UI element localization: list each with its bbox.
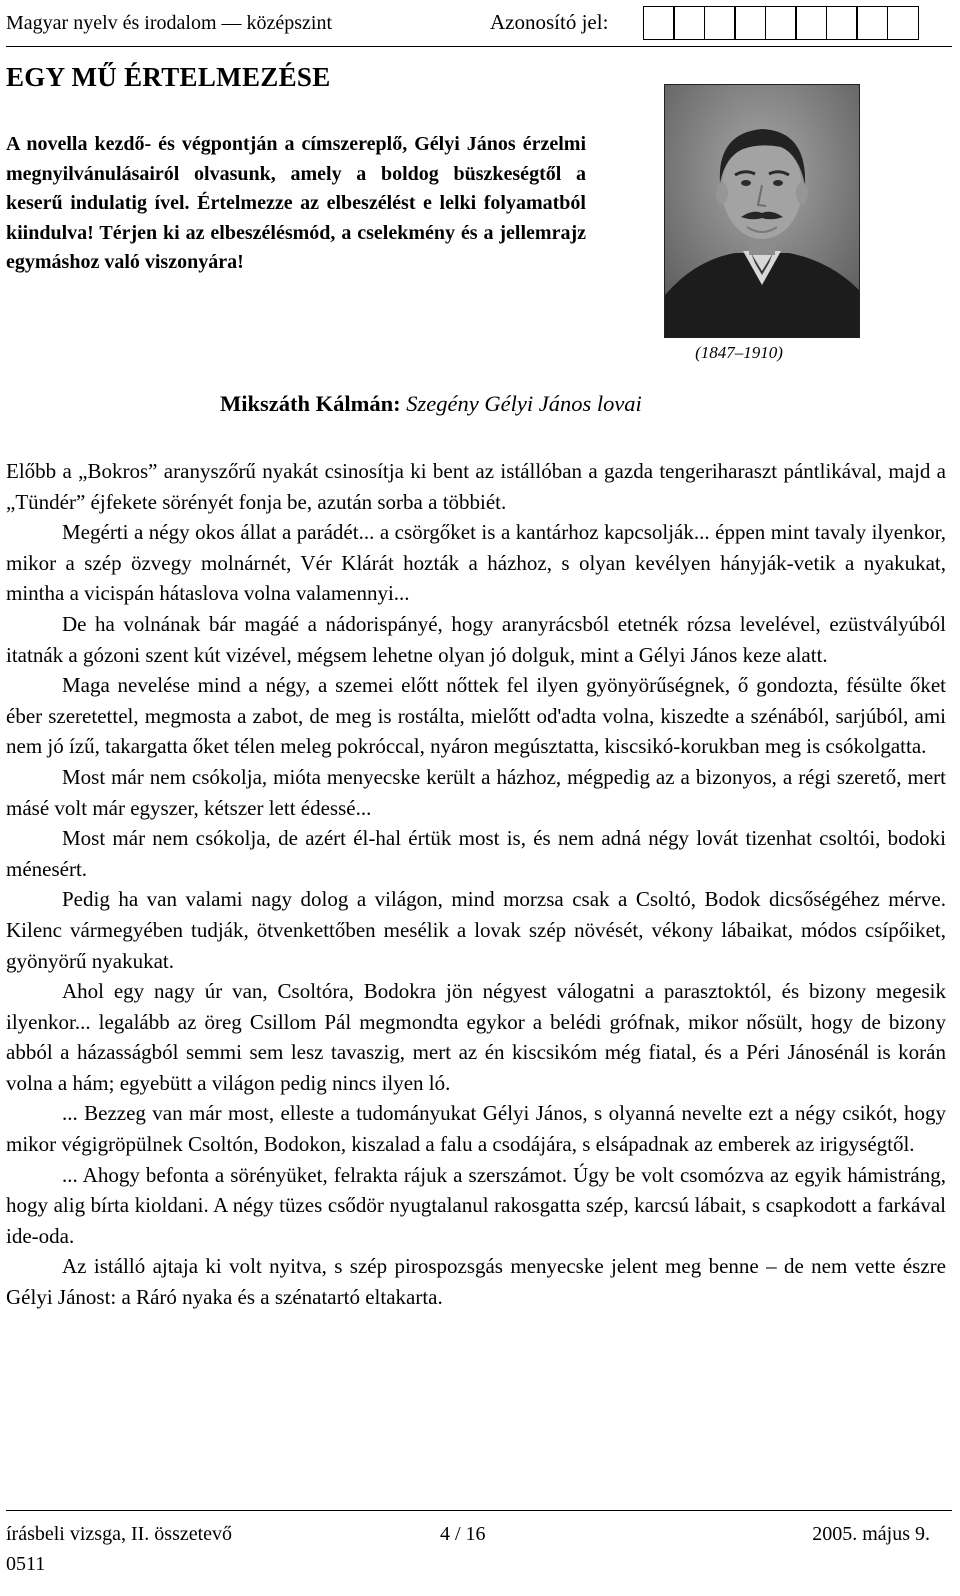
story-paragraph: Megérti a négy okos állat a parádét... a csörgőket is a kantárhoz kapcsolják... éppen mint tavaly ilyenkor, mikor a szép özvegy molnárnét, Vér Klárát hozták a házhoz, s olyan kevélyen hányják-vetik a nyakukat, mintha a vicispán hátaslova volna valamennyi... bbox=[6, 520, 946, 606]
exam-code: 0511 bbox=[6, 1553, 46, 1575]
story-paragraph: Maga nevelése mind a négy, a szemei előtt nőttek fel ilyen gyönyörűségnek, ő gondozta, fésülte őket éber szeretettel, megmosta a zabot, de meg is rostálta, mielőtt od'adta volna, kiszedte a szénából, sarjúból, ami nem jó ízű, takargatta őket télen meleg pokróccal, nyáron megúsztatta, kiscsikó-korukban meg is csókolgatta. bbox=[6, 673, 946, 759]
story-text bbox=[6, 456, 946, 1313]
section-title: EGY MŰ ÉRTELMEZÉSE bbox=[6, 62, 331, 92]
story-paragraph: Most már nem csókolja, mióta menyecske került a házhoz, mégpedig az a bizonyos, a régi szerető, mert másé volt már egyszer, kétszer lett édessé... bbox=[6, 764, 946, 820]
id-input-box[interactable] bbox=[795, 6, 827, 40]
id-input-box[interactable] bbox=[826, 6, 858, 40]
portrait-caption: (1847–1910) bbox=[695, 343, 783, 362]
id-input-box[interactable] bbox=[765, 6, 797, 40]
story-paragraph: Előbb a „Bokros” aranyszőrű nyakát csinosítja ki bent az istállóban a gazda tengeriharaszt pántlikával, majd a „Tündér” éjfekete sörényét fonja be, azután sorba a többiét. bbox=[6, 459, 946, 514]
header-rule bbox=[6, 46, 952, 47]
id-input-box[interactable] bbox=[704, 6, 736, 40]
story-paragraph: Ahol egy nagy úr van, Csoltóra, Bodokra jön négyest válogatni a parasztoktól, és bizony megesik ilyenkor... legalább az öreg Csillom Pál megmondta egykor a belédi grófnak, mikor nősült, hogy de bizony abból a házasságból semmi sem lesz tavaszig, mert az én kiscsikóm még fiatal, és a Péri Jánosénál is korán volna a hám; egyebütt a világon pedig nincs ilyen ló. bbox=[6, 979, 946, 1095]
id-input-box[interactable] bbox=[887, 6, 919, 40]
work-author: Mikszáth Kálmán: bbox=[220, 391, 401, 416]
story-paragraph: ... Bezzeg van már most, elleste a tudományukat Gélyi János, s olyanná nevelte ezt a négy csikót, hogy mikor végigröpülnek Csoltón, Bodokon, kiszalad a falu a csodájára, s elsápadnak az emberek az irigységtől. bbox=[6, 1101, 946, 1157]
id-input-box[interactable] bbox=[734, 6, 766, 40]
page-number: 4 / 16 bbox=[440, 1523, 486, 1545]
footer-rule bbox=[6, 1510, 952, 1511]
author-portrait bbox=[664, 84, 860, 338]
story-paragraph: Az istálló ajtaja ki volt nyitva, s szép pirospozsgás menyecske jelent meg benne – de nem vette észre Gélyi Jánost: a Ráró nyaka és a szénatartó eltakarta. bbox=[6, 1254, 946, 1310]
id-input-box[interactable] bbox=[643, 6, 675, 40]
exam-date: 2005. május 9. bbox=[812, 1523, 930, 1545]
exam-part-label: írásbeli vizsga, II. összetevő bbox=[6, 1523, 233, 1545]
work-title bbox=[220, 391, 642, 417]
id-input-box[interactable] bbox=[856, 6, 888, 40]
task-instructions: A novella kezdő- és végpontján a címszereplő, Gélyi János érzelmi megnyilvánulásairól olvasunk, amely a boldog büszkeségtől a keserű indulatig ível. Értelmezze az elbeszélést e lelki folyamatból kiindulva! Térjen ki az elbeszélésmód, a cselekmény és a jellemrajz egymáshoz való viszonyára! bbox=[6, 133, 586, 273]
story-paragraph: De ha volnának bár magáé a nádorispányé, hogy aranyrácsból etetnék rózsa levelével, ezüstvályúból itatnák a gózoni szent kút vizével, mégsem lehetne olyan jó dolguk, mint a Gélyi János keze alatt. bbox=[6, 611, 946, 667]
page-header bbox=[6, 6, 952, 40]
id-label: Azonosító jel: bbox=[490, 10, 609, 34]
story-paragraph: Pedig ha van valami nagy dolog a világon, mind morzsa csak a Csoltó, Bodok dicsőségéhez mérve. Kilenc vármegyében tudják, ötvenkettőben mesélik a lovak szép növését, vékony lábaikat, módos csípőiket, gyönyörű nyakukat. bbox=[6, 887, 946, 973]
id-boxes bbox=[644, 6, 919, 40]
story-paragraph: ... Ahogy befonta a sörényüket, felrakta rájuk a szerszámot. Úgy be volt csomózva az egyik hámistráng, hogy alig bírta kioldani. A négy tüzes csődör nyugtalanul rakosgatta szép, karcsú lábait, s csapkodott a farkával ide-oda. bbox=[6, 1162, 946, 1248]
work-name: Szegény Gélyi János lovai bbox=[406, 391, 642, 416]
subject-label: Magyar nyelv és irodalom — középszint bbox=[6, 12, 333, 34]
story-paragraph: Most már nem csókolja, de azért él-hal értük most is, és nem adná négy lovát tizenhat csoltói, bodoki ménesért. bbox=[6, 826, 946, 881]
id-input-box[interactable] bbox=[673, 6, 705, 40]
